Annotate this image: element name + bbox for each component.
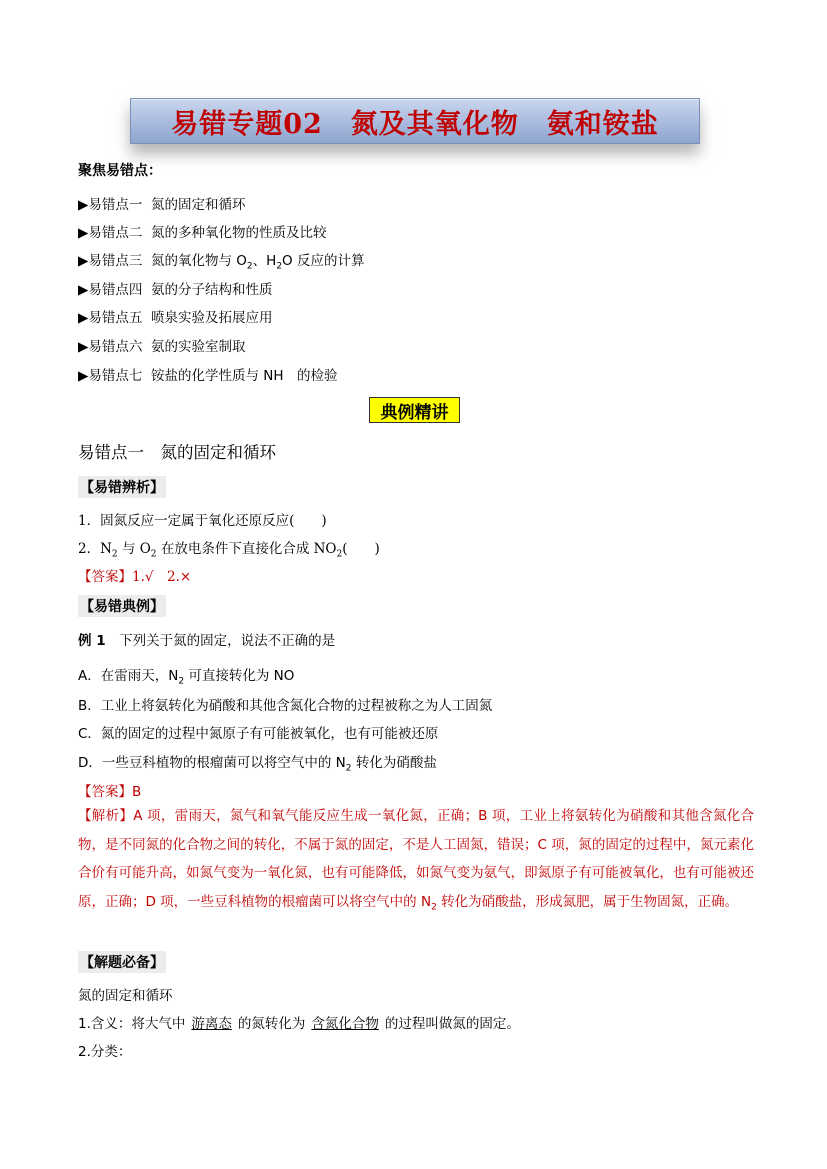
example-question: 例 1 下列关于氮的固定，说法不正确的是 — [78, 633, 336, 649]
title-banner — [130, 98, 700, 144]
option-d: D．一些豆科植物的根瘤菌可以将空气中的 $N_2$ 转化为硝酸盐 — [78, 755, 437, 774]
focus-point: ▶易错点二 氮的多种氧化物的性质及比较 — [78, 225, 327, 241]
subsection-title: 氮的固定和循环 — [78, 988, 173, 1004]
focus-point: ▶易错点一 氮的固定和循环 — [78, 197, 246, 213]
example-banner: 典例精讲 — [369, 397, 460, 423]
question-2: 2．$N_2$ 与 $O_2$ 在放电条件下直接化合成 $NO_2$( ) — [78, 541, 380, 560]
option-b: B．工业上将氨转化为硝酸和其他含氮化合物的过程被称之为人工固氮 — [78, 698, 493, 714]
answer-1: 【答案】1.√ 2.× — [78, 569, 192, 585]
answer-2: 【答案】B — [78, 784, 142, 800]
focus-point: ▶易错点六 氨的实验室制取 — [78, 339, 246, 355]
focus-heading: 聚焦易错点： — [78, 163, 162, 179]
option-c: C．氮的固定的过程中氮原子有可能被氧化，也有可能被还原 — [78, 726, 439, 742]
focus-point: ▶易错点三 氮的氧化物与 $O_2$、$H_2O$ 反应的计算 — [78, 253, 365, 272]
focus-point: ▶易错点五 喷泉实验及拓展应用 — [78, 310, 273, 326]
question-1: 1．固氮反应一定属于氧化还原反应( ) — [78, 513, 327, 529]
section-title: 易错点一 氮的固定和循环 — [78, 443, 276, 462]
option-a: A．在雷雨天，$N_2$ 可直接转化为 NO — [78, 668, 295, 687]
explanation: 【解析】A 项，雷雨天，氮气和氧气能反应生成一氧化氮，正确；B 项，工业上将氨转化为硝酸和其他含氮化合物，是不同氮的化合物之间的转化，不属于氮的固定，不是人工固氮，错误；C 项，氮的固定的过程中，氮元素化合价有可能升高，如氮气变为一氧化氮，也有可能降低，如氮气变为氨气，即氮原子有可能被氧化，也有可能被还原，正确；D 项，一些豆科植物的根瘤菌可以将空气中的 $N_2$ 转化为硝酸盐，形成氮肥，属于生物固氮，正确。 — [78, 808, 754, 913]
page-title: 易错专题02 氮及其氧化物 氨和铵盐 — [171, 108, 659, 140]
definition: 1.含义：将大气中 游离态 的氮转化为 含氮化合物 的过程叫做氮的固定。 — [78, 1016, 520, 1032]
typical-label: 【易错典例】 — [78, 595, 166, 617]
focus-point: ▶易错点四 氨的分子结构和性质 — [78, 282, 273, 298]
focus-point: ▶易错点七 铵盐的化学性质与 NH 的检验 — [78, 368, 338, 384]
essential-label: 【解题必备】 — [78, 951, 166, 973]
classification: 2.分类： — [78, 1044, 132, 1060]
analysis-label: 【易错辨析】 — [78, 476, 166, 498]
